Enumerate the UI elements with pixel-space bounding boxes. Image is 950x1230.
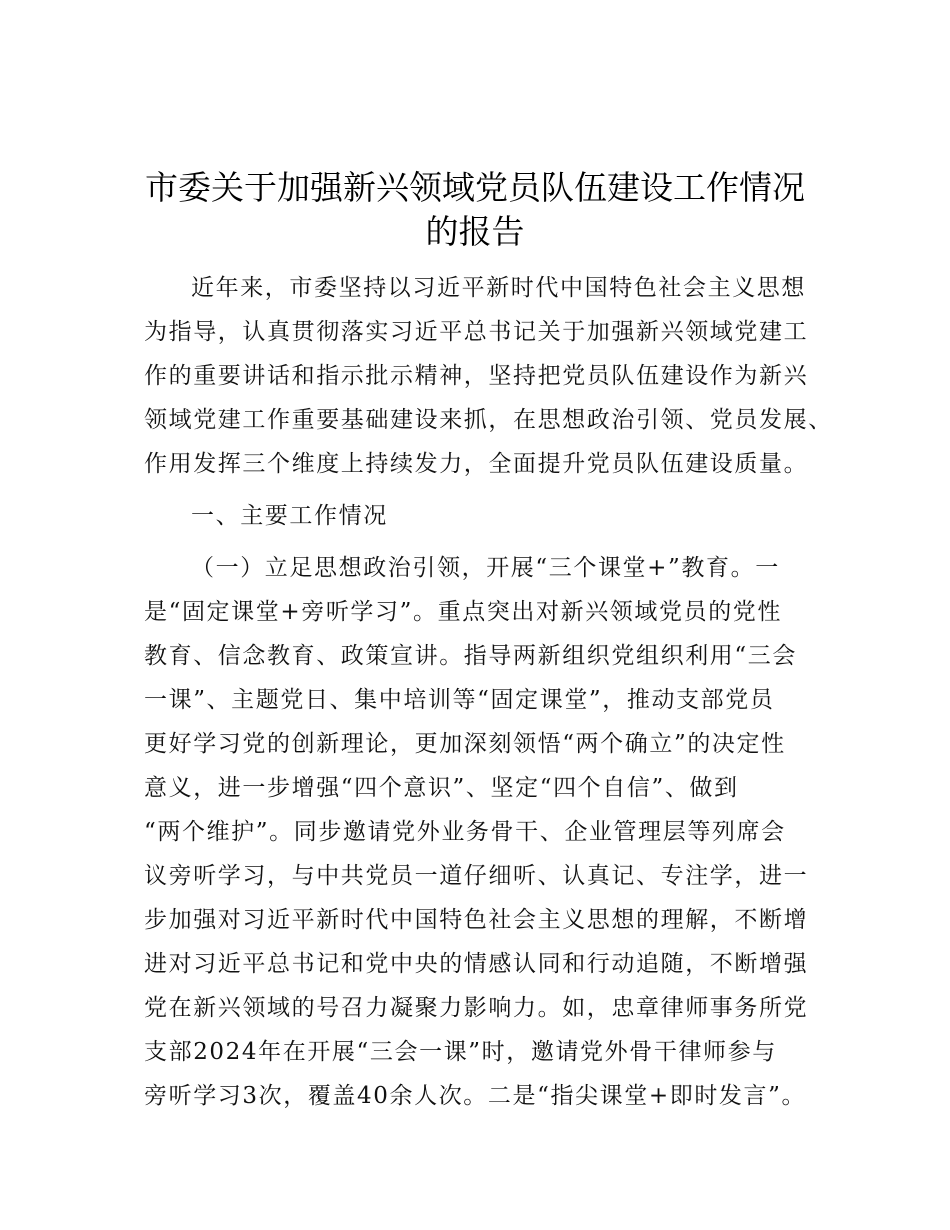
section1-line: 议旁听学习，与中共党员一道仔细听、认真记、专注学，进一 [144,863,809,889]
section1-line: 是“固定课堂+旁听学习”。重点突出对新兴领域党员的党性 [144,599,782,625]
section1-line: 一课”、主题党日、集中培训等“固定课堂”，推动支部党员 [144,687,775,713]
intro-line: 作用发挥三个维度上持续发力，全面提升党员队伍建设质量。 [144,451,809,477]
section1-line: 步加强对习近平新时代中国特色社会主义思想的理解，不断增 [144,907,809,933]
section1-line: 支部2024年在开展“三会一课”时，邀请党外骨干律师参与 [144,1039,777,1065]
section1-line: 更好学习党的创新理论，更加深刻领悟“两个确立”的决定性 [144,731,786,757]
section1-line: 旁听学习3次，覆盖40余人次。二是“指尖课堂+即时发言”。 [144,1083,807,1109]
paragraph-gap [144,486,828,494]
title-line-2: 的报告 [425,212,525,251]
intro-line: 作的重要讲话和指示批示精神，坚持把党员队伍建设作为新兴 [144,363,809,389]
section1-line: 进对习近平总书记和党中央的情感认同和行动追随，不断增强 [144,951,809,977]
intro-line: 领域党建工作重要基础建设来抓，在思想政治引领、党员发展、 [144,407,833,433]
title-line-1: 市委关于加强新兴领域党员队伍建设工作情况 [145,168,805,207]
section1-line: （一）立足思想政治引领，开展“三个课堂+”教育。一 [191,555,780,581]
intro-line: 近年来，市委坚持以习近平新时代中国特色社会主义思想 [191,275,806,301]
document-title [120,166,830,254]
document-body [144,266,833,1118]
section1-line: 意义，进一步增强“四个意识”、坚定“四个自信”、做到 [144,775,739,801]
section1-line: 党在新兴领域的号召力凝聚力影响力。如，忠章律师事务所党 [144,995,809,1021]
section1-line: “两个维护”。同步邀请党外业务骨干、企业管理层等列席会 [144,819,786,845]
section1-line: 教育、信念教育、政策宣讲。指导两新组织党组织利用“三会 [144,643,797,669]
section-heading: 一、主要工作情况 [191,503,388,529]
paragraph-gap [144,538,828,546]
intro-line: 为指导，认真贯彻落实习近平总书记关于加强新兴领域党建工 [144,319,809,345]
